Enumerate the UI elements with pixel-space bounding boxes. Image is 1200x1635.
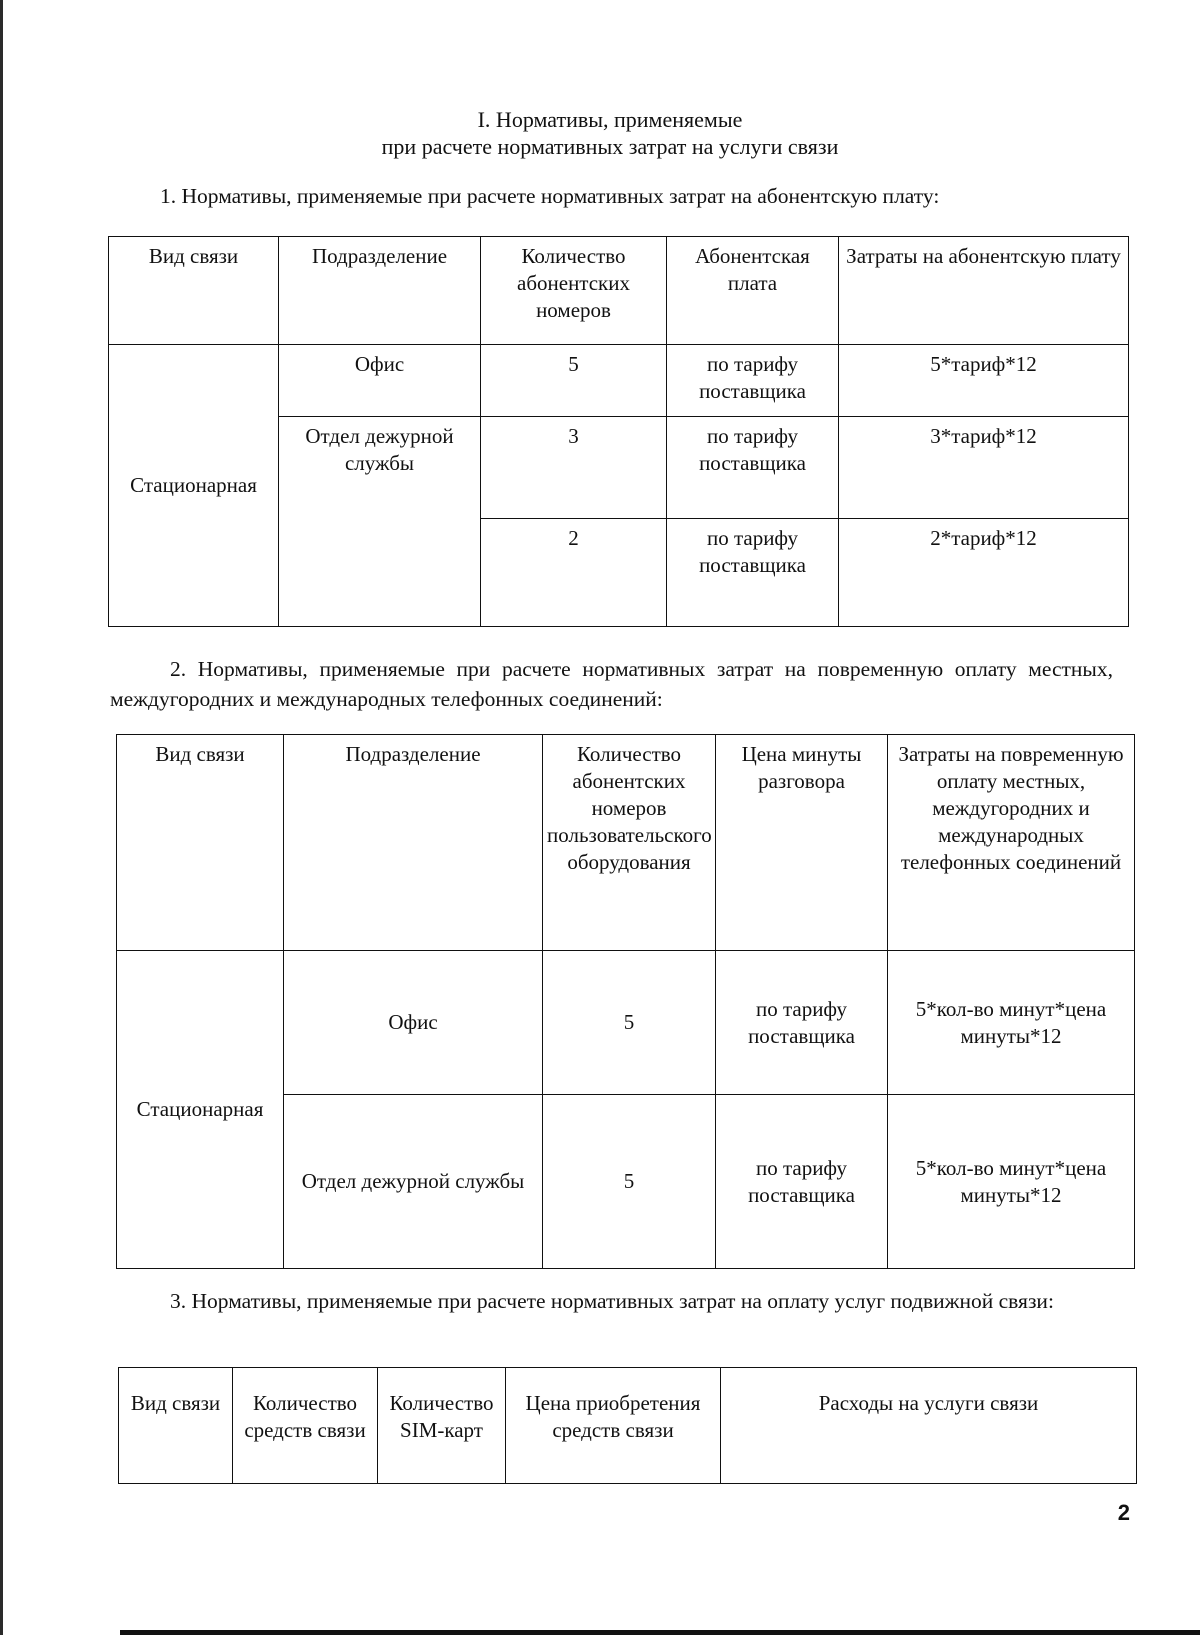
table2-header-type: Вид связи bbox=[117, 735, 284, 951]
table1-cost-cell: 2*тариф*12 bbox=[839, 519, 1129, 627]
table2-dept-cell: Отдел дежурной службы bbox=[284, 1095, 543, 1269]
item1-text: 1. Нормативы, применяемые при расчете нормативных затрат на абонентскую плату: bbox=[160, 184, 940, 208]
table1-count-cell: 2 bbox=[481, 519, 667, 627]
table1-header-fee: Абонентская плата bbox=[667, 237, 839, 345]
table2-type-cell: Стационарная bbox=[117, 951, 284, 1269]
table-subscription-fee bbox=[108, 236, 1129, 627]
table1-header-row bbox=[109, 237, 1129, 345]
table3-header-row bbox=[119, 1368, 1137, 1484]
table2-header-dept: Подразделение bbox=[284, 735, 543, 951]
table2-dept-cell: Офис bbox=[284, 951, 543, 1095]
table2-cost-cell: 5*кол-во минут*цена минуты*12 bbox=[888, 1095, 1135, 1269]
table2-count-cell: 5 bbox=[543, 1095, 716, 1269]
item2-text: 2. Нормативы, применяемые при расчете нормативных затрат на повременную оплату местных, междугородних и международных телефонных соединений: bbox=[110, 657, 1113, 711]
scan-left-edge bbox=[0, 0, 3, 1635]
table1-header-type: Вид связи bbox=[109, 237, 279, 345]
table3-header-type: Вид связи bbox=[119, 1368, 233, 1484]
scan-bottom-edge bbox=[120, 1630, 1200, 1635]
table2-header-cost: Затраты на повременную оплату местных, междугородних и международных телефонных соединений bbox=[888, 735, 1135, 951]
table1-dept-cell: Отдел дежурной службы bbox=[279, 417, 481, 627]
table2-cost-cell: 5*кол-во минут*цена минуты*12 bbox=[888, 951, 1135, 1095]
table1-header-cost: Затраты на абонентскую плату bbox=[839, 237, 1129, 345]
table2-header-row bbox=[117, 735, 1135, 951]
table3-header-devices: Количество средств связи bbox=[233, 1368, 378, 1484]
table2-price-cell: по тарифу поставщика bbox=[716, 951, 888, 1095]
table1-fee-cell: по тарифу поставщика bbox=[667, 519, 839, 627]
table2-price-cell: по тарифу поставщика bbox=[716, 1095, 888, 1269]
table2-count-cell: 5 bbox=[543, 951, 716, 1095]
table1-fee-cell: по тарифу поставщика bbox=[667, 345, 839, 417]
page-number: 2 bbox=[1117, 1500, 1130, 1525]
table1-fee-cell: по тарифу поставщика bbox=[667, 417, 839, 519]
table2-header-price: Цена минуты разговора bbox=[716, 735, 888, 951]
table3-header-expenses: Расходы на услуги связи bbox=[721, 1368, 1137, 1484]
table2-header-count: Количество абонентских номеров пользовательского оборудования bbox=[543, 735, 716, 951]
table3-header-sim: Количество SIM-карт bbox=[378, 1368, 506, 1484]
item3-text: 3. Нормативы, применяемые при расчете нормативных затрат на оплату услуг подвижной связи: bbox=[170, 1289, 1054, 1313]
table1-header-count: Количество абонентских номеров bbox=[481, 237, 667, 345]
table-time-based-payment bbox=[116, 734, 1135, 1269]
table1-cost-cell: 3*тариф*12 bbox=[839, 417, 1129, 519]
section-title-line2: при расчете нормативных затрат на услуги связи bbox=[381, 134, 839, 159]
table-mobile-services bbox=[118, 1367, 1137, 1484]
table1-type-cell: Стационарная bbox=[109, 345, 279, 627]
table-row bbox=[117, 951, 1135, 1095]
table1-count-cell: 5 bbox=[481, 345, 667, 417]
table1-cost-cell: 5*тариф*12 bbox=[839, 345, 1129, 417]
section-title-line1: I. Нормативы, применяемые bbox=[477, 107, 743, 132]
table3-header-price: Цена приобретения средств связи bbox=[506, 1368, 721, 1484]
table-row bbox=[109, 345, 1129, 417]
table1-header-dept: Подразделение bbox=[279, 237, 481, 345]
table1-count-cell: 3 bbox=[481, 417, 667, 519]
table1-dept-cell: Офис bbox=[279, 345, 481, 417]
